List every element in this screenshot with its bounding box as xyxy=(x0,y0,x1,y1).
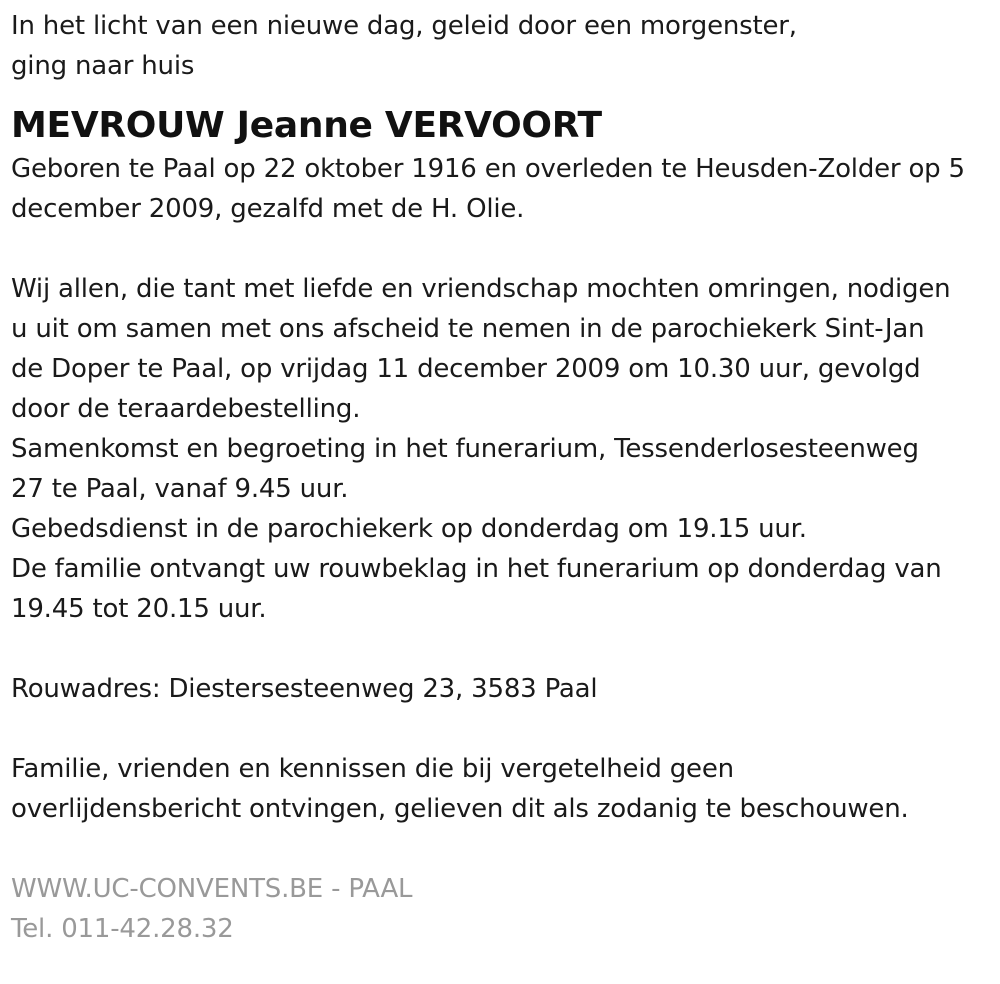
mourning-address: Rouwadres: Diestersesteenweg 23, 3583 Paal xyxy=(11,674,598,704)
invitation-line-4: door de teraardebestelling. xyxy=(11,394,361,424)
notice-text xyxy=(11,749,996,829)
spacer xyxy=(11,229,996,269)
intro-line-1: In het licht van een nieuwe dag, geleid door een morgenster, xyxy=(11,11,797,41)
invitation-line-9: 19.45 tot 20.15 uur. xyxy=(11,594,267,624)
deceased-name: MEVROUW Jeanne VERVOORT xyxy=(11,105,602,146)
invitation-text xyxy=(11,269,996,629)
invitation-line-6: 27 te Paal, vanaf 9.45 uur. xyxy=(11,474,349,504)
invitation-line-3: de Doper te Paal, op vrijdag 11 december 2009 om 10.30 uur, gevolgd xyxy=(11,354,921,384)
invitation-line-2: u uit om samen met ons afscheid te nemen in de parochiekerk Sint-Jan xyxy=(11,314,925,344)
spacer xyxy=(11,829,996,869)
invitation-line-5: Samenkomst en begroeting in het funerarium, Tessenderlosesteenweg xyxy=(11,434,919,464)
notice-line-2: overlijdensbericht ontvingen, gelieven dit als zodanig te beschouwen. xyxy=(11,794,909,824)
birth-death-text xyxy=(11,149,996,229)
notice-line-1: Familie, vrienden en kennissen die bij vergetelheid geen xyxy=(11,754,734,784)
intro-text xyxy=(11,6,996,86)
invitation-line-1: Wij allen, die tant met liefde en vriendschap mochten omringen, nodigen xyxy=(11,274,951,304)
invitation-line-7: Gebedsdienst in de parochiekerk op donderdag om 19.15 uur. xyxy=(11,514,807,544)
invitation-line-8: De familie ontvangt uw rouwbeklag in het funerarium op donderdag van xyxy=(11,554,942,584)
birth-death-line-2: december 2009, gezalfd met de H. Olie. xyxy=(11,194,525,224)
footer-phone: Tel. 011-42.28.32 xyxy=(11,914,234,944)
spacer xyxy=(11,629,996,669)
obituary-notice xyxy=(11,6,996,949)
birth-death-line-1: Geboren te Paal op 22 oktober 1916 en overleden te Heusden-Zolder op 5 xyxy=(11,154,965,184)
spacer xyxy=(11,709,996,749)
footer-website: WWW.UC-CONVENTS.BE - PAAL xyxy=(11,874,413,904)
footer xyxy=(11,869,996,949)
intro-line-2: ging naar huis xyxy=(11,51,195,81)
